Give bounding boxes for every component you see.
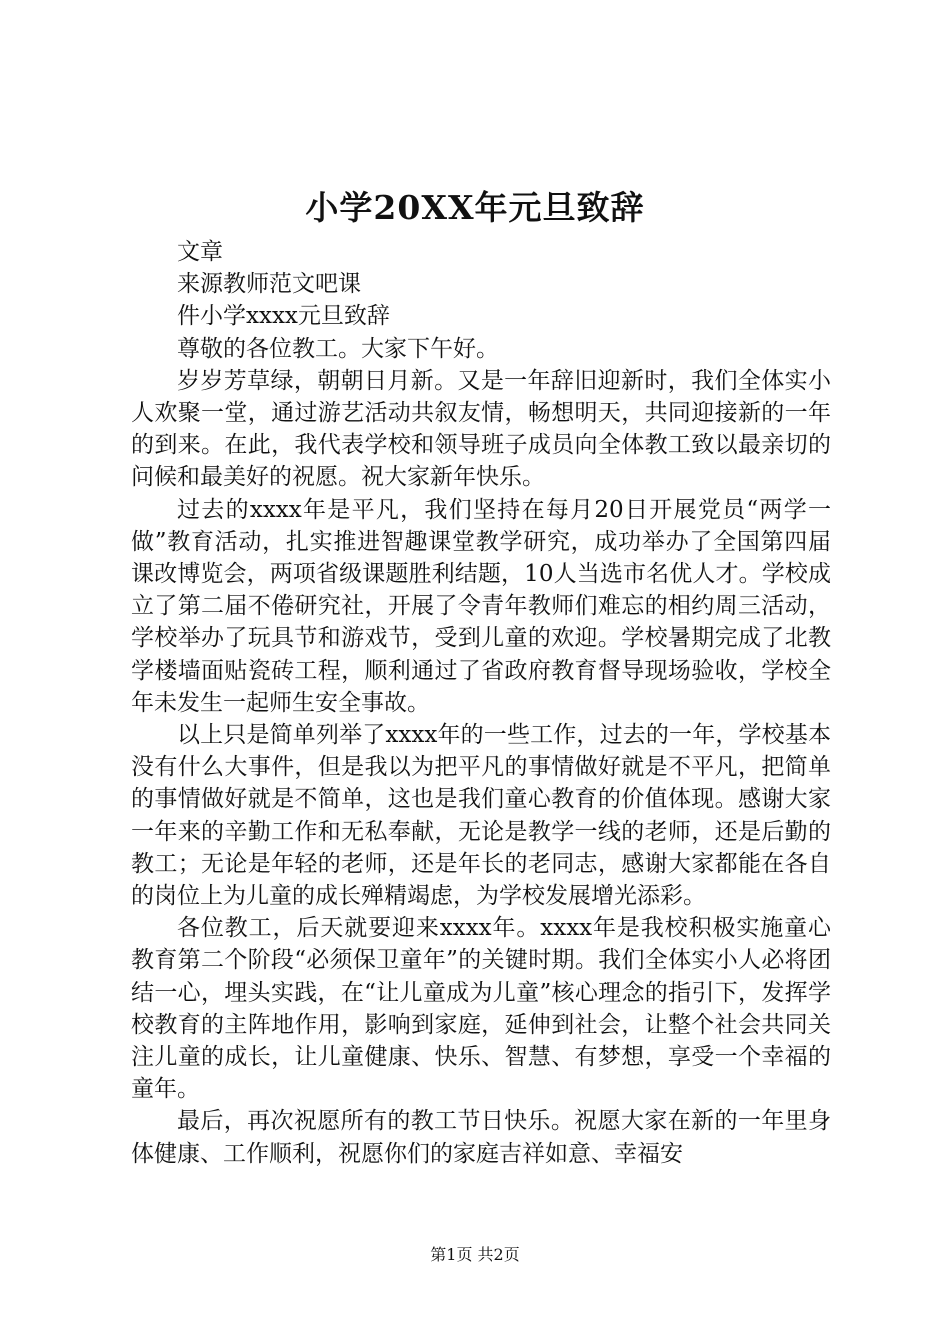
document-title: 小学20XX年元旦致辞 <box>305 188 645 227</box>
paragraph-8: 各位教工，后天就要迎来xxxx年。xxxx年是我校积极实施童心教育第二个阶段“必须保卫童年”的关键时期。我们全体实小人必将团结一心，埋头实践，在“让儿童成为儿童”核心理念的指引下，发挥学校教育的主阵地作用，影响到家庭，延伸到社会，让整个社会共同关注儿童的成长，让儿童健康、快乐、智慧、有梦想，享受一个幸福的童年。 <box>131 915 831 1103</box>
paragraph-3: 件小学xxxx元旦致辞 <box>177 303 390 330</box>
paragraph-2: 来源教师范文吧课 <box>177 271 361 298</box>
document-body <box>131 236 831 1170</box>
paragraph-7: 以上只是简单列举了xxxx年的一些工作，过去的一年，学校基本没有什么大事件，但是我以为把平凡的事情做好就是不平凡，把简单的事情做好就是不简单，这也是我们童心教育的价值体现。感谢大家一年来的辛勤工作和无私奉献，无论是教学一线的老师，还是后勤的教工；无论是年轻的老师，还是年长的老同志，感谢大家都能在各自的岗位上为儿童的成长殚精竭虑，为学校发展增光添彩。 <box>131 722 831 910</box>
paragraph-4: 尊敬的各位教工。大家下午好。 <box>177 335 499 362</box>
page-footer: 第1页 共2页 <box>430 1245 520 1264</box>
paragraph-5: 岁岁芳草绿，朝朝日月新。又是一年辞旧迎新时，我们全体实小人欢聚一堂，通过游艺活动共叙友情，畅想明天，共同迎接新的一年的到来。在此，我代表学校和领导班子成员向全体教工致以最亲切的问候和最美好的祝愿。祝大家新年快乐。 <box>131 367 831 491</box>
paragraph-1: 文章 <box>177 239 223 265</box>
paragraph-6: 过去的xxxx年是平凡，我们坚持在每月20日开展党员“两学一做”教育活动，扎实推进智趣课堂教学研究，成功举办了全国第四届课改博览会，两项省级课题胜利结题，10人当选市名优人才。学校成立了第二届不倦研究社，开展了令青年教师们难忘的相约周三活动，学校举办了玩具节和游戏节，受到儿童的欢迎。学校暑期完成了北教学楼墙面贴瓷砖工程，顺利通过了省政府教育督导现场验收，学校全年未发生一起师生安全事故。 <box>131 496 831 716</box>
paragraph-9: 最后，再次祝愿所有的教工节日快乐。祝愿大家在新的一年里身体健康、工作顺利，祝愿你们的家庭吉祥如意、幸福安 <box>131 1108 831 1167</box>
